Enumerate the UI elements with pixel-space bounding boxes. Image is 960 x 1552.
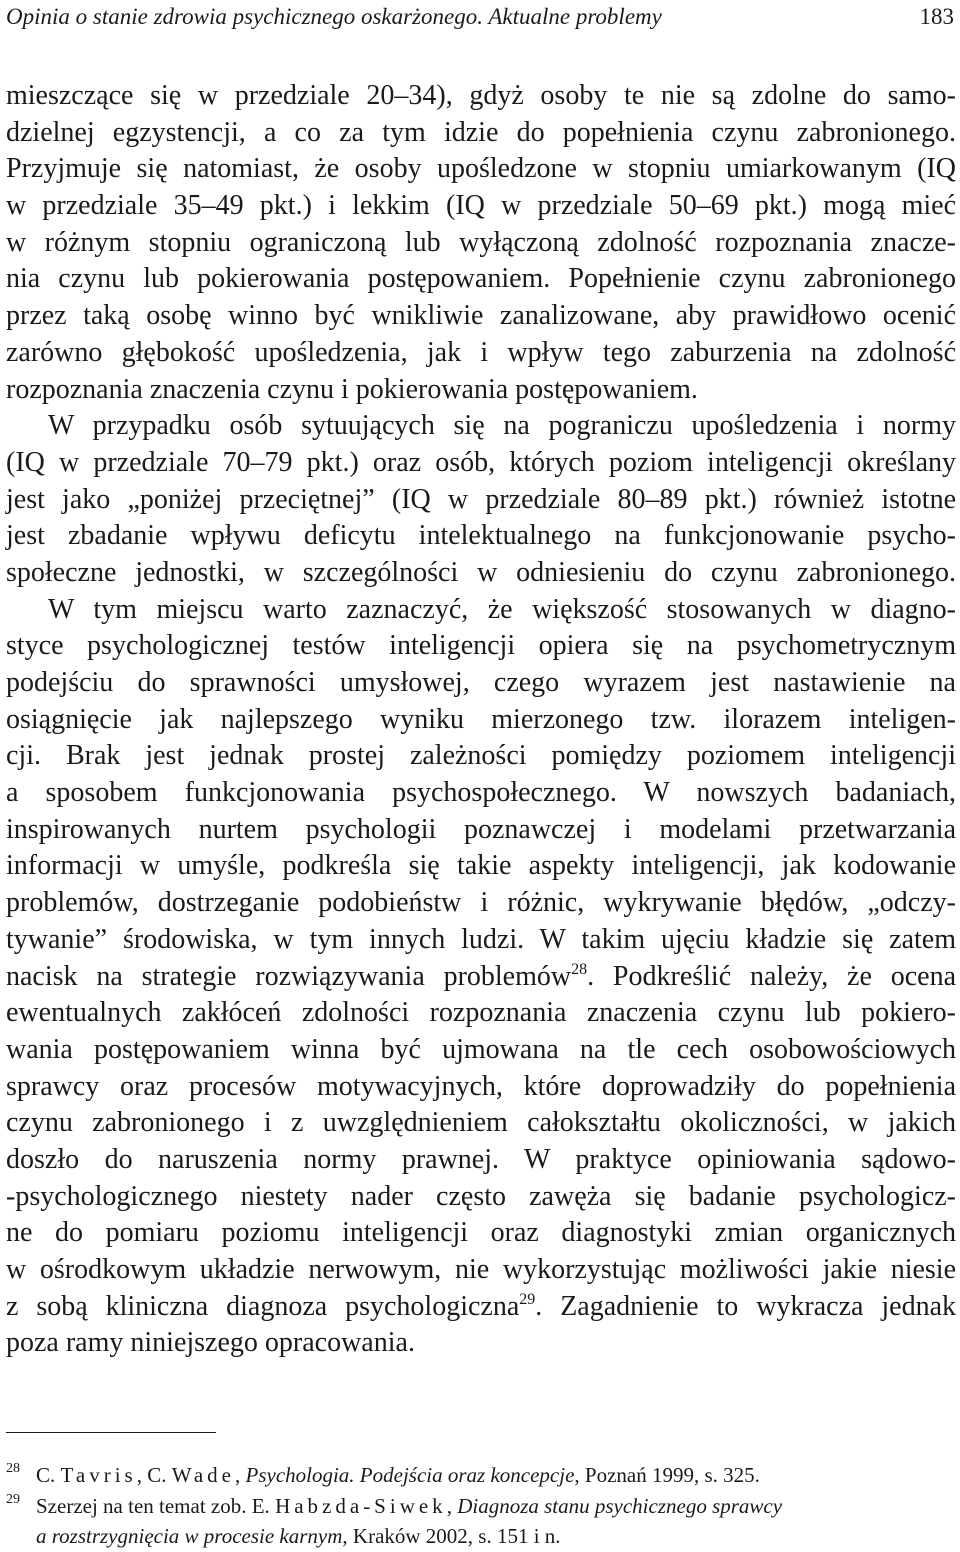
author-name: Wade — [171, 1463, 235, 1487]
text-line: zarówno głębokość upośledzenia, jak i wpływ tego zaburzenia na zdolność — [6, 336, 956, 368]
footnote-29-continued — [6, 1521, 956, 1552]
body-text — [6, 78, 956, 1362]
text-line: podejściu do sprawności umysłowej, czego wyrazem jest nastawienie na — [6, 667, 956, 698]
text-line: przez taką osobę winno być wnikliwie zanalizowane, aby prawidłowo ocenić — [6, 300, 956, 332]
footnote-segment: , — [235, 1463, 246, 1487]
text-line: ewentualnych zakłóceń zdolności rozpoznania znaczenia czynu lub pokiero- — [6, 997, 956, 1029]
text-line: jest jako „poniżej przeciętnej” (IQ w przedziale 80–89 pkt.) również istotne — [6, 483, 956, 515]
text-line: nia czynu lub pokierowania postępowaniem. Popełnienie czynu zabronionego — [6, 263, 956, 295]
footnote-number: 28 — [6, 1461, 20, 1476]
page-number: 183 — [919, 4, 954, 29]
text-line: W przypadku osób sytuujących się na pograniczu upośledzenia i normy — [48, 410, 956, 442]
text-line: styce psychologicznej testów inteligencji opiera się na psychometrycznym — [6, 630, 956, 662]
running-header — [6, 2, 954, 36]
footnote-ref-28[interactable]: 28 — [571, 960, 588, 978]
text-line: tywanie” środowiska, w tym innych ludzi. W takim ujęciu kładzie się zatem — [6, 923, 956, 955]
footnote-text — [36, 1491, 782, 1522]
footnote-segment: , Poznań 1999, s. 325. — [574, 1463, 760, 1487]
text-segment: z sobą kliniczna diagnoza psychologiczna — [6, 1290, 520, 1322]
text-line: (IQ w przedziale 70–79 pkt.) oraz osób, których poziom inteligencji określany — [6, 446, 956, 478]
text-line: W tym miejscu warto zaznaczyć, że większość stosowanych w diagno- — [48, 593, 956, 625]
text-line: informacji w umyśle, podkreśla się takie aspekty inteligencji, jak kodowanie — [6, 850, 956, 882]
footnotes — [6, 1460, 956, 1552]
text-line-with-footnote-ref — [6, 959, 956, 996]
footnote-separator — [6, 1432, 216, 1433]
text-line: jest zbadanie wpływu deficytu intelektualnego na funkcjonowanie psycho- — [6, 520, 956, 552]
text-line: ne do pomiaru poziomu inteligencji oraz diagnostyki zmian organicznych — [6, 1217, 956, 1249]
footnote-segment: Szerzej na ten temat zob. E. — [36, 1493, 276, 1518]
text-line: sprawcy oraz procesów motywacyjnych, które doprowadziły do popełnienia — [6, 1070, 956, 1102]
text-line: społeczne jednostki, w szczególności w odniesieniu do czynu zabronionego. — [6, 556, 956, 588]
text-line: a sposobem funkcjonowania psychospołecznego. W nowszych badaniach, — [6, 777, 956, 809]
text-line: osiągnięcie jak najlepszego wyniku mierzonego tzw. ilorazem inteligen- — [6, 703, 956, 735]
footnote-segment: , Kraków 2002, s. 151 i n. — [342, 1524, 561, 1548]
text-line: w różnym stopniu ograniczoną lub wyłączoną zdolność rozpoznania znacze- — [6, 226, 956, 258]
footnote-text — [36, 1521, 561, 1552]
footnote-28 — [6, 1460, 956, 1491]
text-segment: nacisk na strategie rozwiązywania problemów — [6, 960, 572, 992]
text-line: w przedziale 35–49 pkt.) i lekkim (IQ w przedziale 50–69 pkt.) mogą mieć — [6, 190, 956, 222]
footnote-text — [36, 1460, 760, 1491]
text-line: inspirowanych nurtem psychologii poznawczej i modelami przetwarzania — [6, 813, 956, 845]
text-line: -psychologicznego niestety nader często zawęża się badanie psychologicz- — [6, 1180, 956, 1212]
text-line: cji. Brak jest jednak prostej zależności pomiędzy poziomem inteligencji — [6, 740, 956, 772]
text-segment: . Zagadnienie to wykracza jednak — [535, 1290, 956, 1322]
book-title: Psychologia. Podejścia oraz koncepcje — [245, 1463, 575, 1487]
footnote-segment: , C. — [136, 1463, 172, 1487]
text-line: doszło do naruszenia normy prawnej. W praktyce opiniowania sądowo- — [6, 1143, 956, 1175]
text-line: w ośrodkowym układzie nerwowym, nie wykorzystując możliwości jakie niesie — [6, 1254, 956, 1285]
book-title: a rozstrzygnięcia w procesie karnym — [36, 1524, 343, 1548]
text-line-with-footnote-ref — [6, 1289, 956, 1326]
author-name: Habzda-Siwek — [275, 1493, 447, 1518]
text-line: mieszczące się w przedziale 20–34), gdyż osoby te nie są zdolne do samo- — [6, 80, 956, 111]
footnote-segment: , — [446, 1493, 458, 1518]
text-line: czynu zabronionego i z uwzględnieniem całokształtu okoliczności, w jakich — [6, 1107, 956, 1139]
text-line: dzielnej egzystencji, a co za tym idzie do popełnienia czynu zabronionego. — [6, 116, 956, 148]
text-line: Przyjmuje się natomiast, że osoby upośledzone w stopniu umiarkowanym (IQ — [6, 153, 956, 185]
text-line: rozpoznania znaczenia czynu i pokierowania postępowaniem. — [6, 373, 698, 405]
footnote-29 — [6, 1491, 956, 1522]
footnote-ref-29[interactable]: 29 — [519, 1290, 536, 1308]
text-line: problemów, dostrzeganie podobieństw i różnic, wykrywanie błędów, „odczy- — [6, 887, 956, 919]
running-title: Opinia o stanie zdrowia psychicznego oskarżonego. Aktualne problemy — [6, 4, 662, 29]
author-name: Tavris — [60, 1463, 137, 1487]
text-line: wania postępowaniem winna być ujmowana na tle cech osobowościowych — [6, 1033, 956, 1065]
footnote-segment: C. — [36, 1463, 61, 1487]
footnote-number: 29 — [6, 1491, 20, 1507]
text-segment: . Podkreślić należy, że ocena — [587, 960, 957, 992]
book-title: Diagnoza stanu psychicznego sprawcy — [457, 1493, 783, 1518]
text-line: poza ramy niniejszego opracowania. — [6, 1327, 415, 1359]
